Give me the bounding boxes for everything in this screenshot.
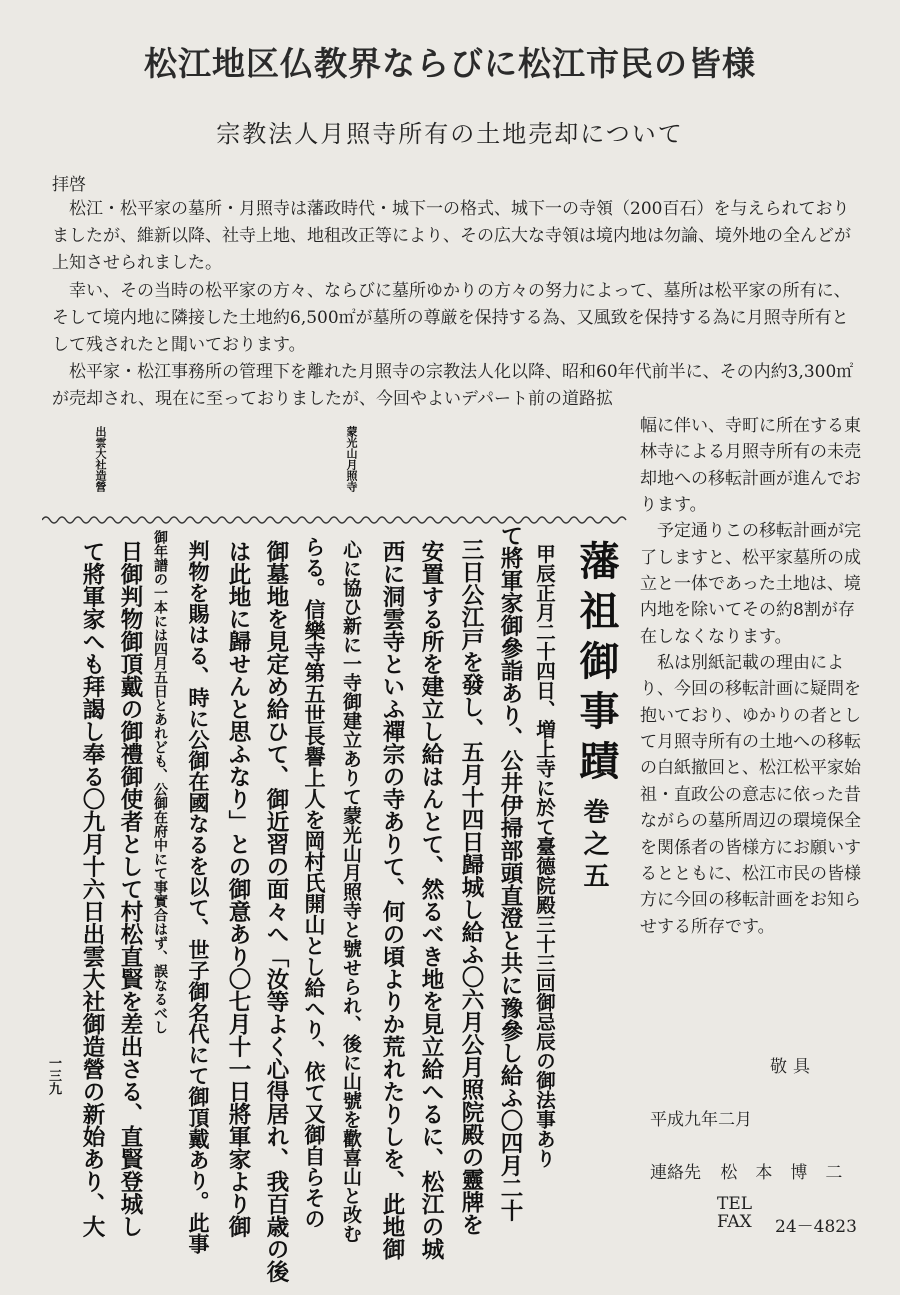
wavy-divider <box>42 514 630 526</box>
book-column-6: 心に協ひ新に一寺御建立ありて蒙光山月照寺と號せられ、後に山號を歡喜山と改む <box>340 540 362 1243</box>
closing: 敬具 <box>770 1057 816 1077</box>
paragraph-3-cont: 幅に伴い、寺町に所在する東林寺による月照寺所有の未売却地への移転計画が進んでおります。 <box>640 416 861 516</box>
book-column-9: は此地に歸せんと思ふなり」との御意あり〇七月十一日將軍家より御 <box>225 540 251 1238</box>
contact-line <box>650 1158 860 1183</box>
paragraph-2: 幸い、その当時の松平家の方々、ならびに墓所ゆかりの方々の努力によって、墓所は松平家の所有に、そして境内地に隣接した土地約6,500㎡が墓所の尊厳を保持する為、又風致を保持する為に月照寺所有として残されたと聞いております。 <box>52 280 851 355</box>
book-column-10: 判物を賜はる、時に公御在國なるを以て、世子御名代にて御頂戴あり。此事 <box>186 540 211 1254</box>
book-volume: 巻之五 <box>579 798 609 894</box>
tel-label: TEL <box>717 1194 753 1214</box>
tel-fax <box>717 1196 752 1232</box>
contact-name: 松本博二 <box>720 1163 861 1183</box>
paragraph-3: 松平家・松江事務所の管理下を離れた月照寺の宗教法人化以降、昭和60年代前半に、その内約3,300㎡が売却され、現在に至っておりましたが、今回やよいデパート前の道路拡 <box>52 362 854 410</box>
page-subtitle: 宗教法人月照寺所有の土地売却について <box>216 120 684 148</box>
contact-label: 連絡先 <box>650 1163 701 1183</box>
right-column-text <box>640 413 862 940</box>
book-column-1: 甲辰正月二十四日、増上寺に於て臺德院殿三十三回御忌辰の御法事あり <box>533 544 556 1168</box>
page-number: 一三九 <box>46 1056 61 1095</box>
book-column-8: 御墓地を見定め給ひて、御近習の面々へ「汝等よく心得居れ、我百歳の後 <box>263 540 289 1283</box>
book-column-2: て將軍家御參詣あり、公井伊掃部頭直澄と共に豫參し給ふ〇四月二十 <box>497 524 523 1222</box>
paragraph-4: 予定通りこの移転計画が完了しますと、松平家墓所の成立と一体であった土地は、境内地を除いてその約8割が存在しなくなります。 <box>640 521 861 647</box>
paragraph-1: 松江・松平家の墓所・月照寺は藩政時代・城下一の格式、城下一の寺領（200百石）を与えられておりましたが、維新以降、社寺上地、地租改正等により、その広大な寺領は境内地は勿論、境外地の全んどが上知させられました。 <box>52 199 851 274</box>
fax-label: FAX <box>717 1211 752 1232</box>
book-column-5: 西に洞雲寺といふ禪宗の寺ありて、何の頃よりか荒れたりしを、此地御 <box>379 540 405 1260</box>
book-column-7: らる。信樂寺第五世長譽上人を岡村氏開山とし給へり、依て又御自らその <box>302 536 327 1229</box>
fax-number: 24－4823 <box>775 1217 857 1237</box>
book-column-12: 日御判物御頂戴の御禮御使者として村松直賢を差出さる、直賢登城し <box>117 540 143 1238</box>
book-column-4: 安置する所を建立し給はんとて、然るべき地を見立給へるに、松江の城 <box>418 540 444 1260</box>
book-column-13: て將軍家へも拜謁し奉る〇九月十六日出雲大社御造營の新始あり、大 <box>79 540 105 1238</box>
greeting: 拝啓 <box>52 175 86 195</box>
book-header-left: 出雲大社造營 <box>94 426 107 492</box>
book-column-11: 御年譜の一本には四月五日とあれども、公御在府中にて事實合はず、誤なるべし <box>152 530 168 1034</box>
book-column-3: 三日公江戸を發し、五月十四日歸城し給ふ〇六月公月照院殿の靈牌を <box>458 538 484 1236</box>
date: 平成九年二月 <box>650 1110 752 1130</box>
book-title: 藩祖御事蹟 <box>573 540 620 790</box>
book-header-right: 蒙光山月照寺 <box>345 426 358 492</box>
page-title: 松江地区仏教界ならびに松江市民の皆様 <box>144 44 756 83</box>
paragraph-5: 私は別紙記載の理由により、今回の移転計画に疑問を抱いており、ゆかりの者として月照寺所有の土地への移転の白紙撤回と、松江松平家始祖・直政公の意志に依った昔ながらの墓所周辺の環境保全を関係者の皆様方にお願いするとともに、松江市民の皆様方に今回の移転計画をお知らせする所存です。 <box>640 653 861 937</box>
book-excerpt <box>42 418 630 1288</box>
intro-text <box>52 196 862 414</box>
